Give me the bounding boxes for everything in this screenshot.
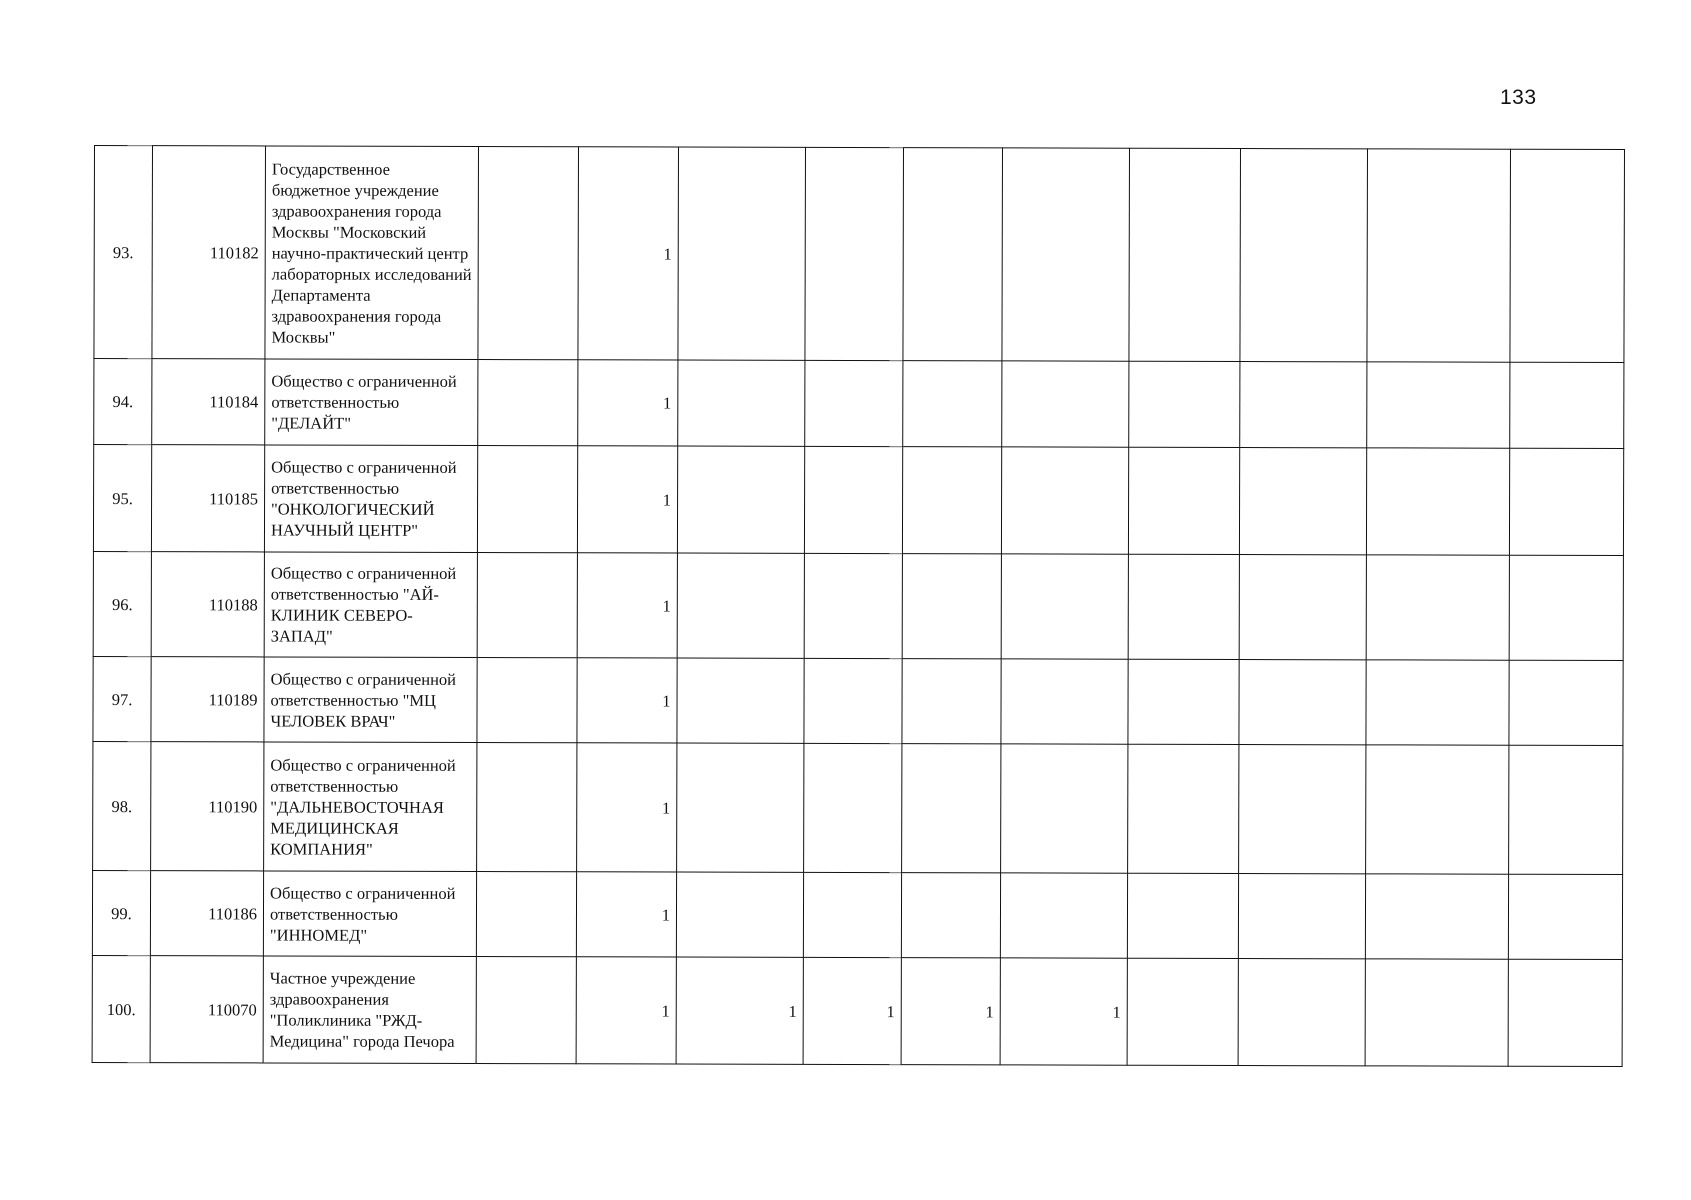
value-cell: 1 [577,553,677,658]
row-number-cell: 98. [93,741,151,870]
value-cell [1001,554,1128,659]
value-cell: 1 [578,147,679,360]
value-cell [1365,874,1508,959]
value-cell: 1 [676,957,803,1064]
organizations-table [92,145,1625,1067]
value-cell: 1 [576,957,676,1064]
value-cell: 1 [577,658,677,743]
value-cell [902,744,1001,873]
value-cell: 1 [1000,958,1127,1065]
value-cell [1366,555,1509,660]
value-cell [1238,958,1365,1065]
organization-name-cell: Общество с ограниченной ответственностью "ДАЛЬНЕВОСТОЧНАЯ МЕДИЦИНСКАЯ КОМПАНИЯ" [264,742,477,872]
value-cell [804,553,902,658]
value-cell [1508,874,1622,959]
value-cell [1239,744,1366,873]
code-cell: 110190 [151,742,264,871]
value-cell [1239,659,1366,744]
table-row [94,359,1624,449]
value-cell [805,360,903,446]
value-cell: 1 [577,446,677,553]
organization-name-cell: Общество с ограниченной ответственностью "ДЕЛАЙТ" [265,359,478,446]
value-cell [901,873,1000,958]
value-cell [1000,873,1127,958]
value-cell [677,658,804,743]
organization-name-cell: Общество с ограниченной ответственностью "АЙ-КЛИНИК СЕВЕРО-ЗАПАД" [264,552,477,658]
value-cell [477,553,577,658]
value-cell [1366,448,1509,555]
organization-name-cell: Общество с ограниченной ответственностью "МЦ ЧЕЛОВЕК ВРАЧ" [264,657,477,743]
value-cell [1509,555,1623,660]
value-cell [1509,448,1623,555]
row-number-cell: 93. [94,146,153,359]
code-cell: 110184 [152,359,265,445]
table-row [93,656,1623,745]
value-cell [1366,745,1509,874]
value-cell [1002,148,1130,361]
value-cell [1509,745,1623,874]
value-cell: 1 [901,958,1000,1065]
value-cell [1129,361,1240,447]
value-cell [902,659,1001,744]
value-cell [1240,362,1367,448]
value-cell [902,447,1001,554]
code-cell: 110185 [151,445,264,552]
value-cell [1365,959,1508,1066]
value-cell [804,743,902,872]
value-cell [903,148,1003,361]
table-row [93,741,1623,874]
value-cell: 1 [577,743,677,872]
value-cell [1367,362,1510,448]
value-cell: 1 [578,360,678,446]
value-cell [1128,744,1239,873]
value-cell [476,872,576,957]
value-cell [1001,447,1128,554]
value-cell: 1 [803,957,901,1064]
table-row [93,445,1623,556]
value-cell [1001,659,1128,744]
value-cell [1127,873,1238,958]
value-cell [1239,555,1366,660]
table-row [93,551,1623,660]
value-cell [902,554,1001,659]
value-cell [477,658,577,743]
value-cell [677,743,804,872]
row-number-cell: 96. [93,551,151,656]
value-cell [478,147,579,360]
value-cell [1128,659,1239,744]
value-cell [1129,148,1241,361]
value-cell [1128,447,1239,554]
value-cell [1128,554,1239,659]
row-number-cell: 97. [93,656,151,741]
value-cell [1509,660,1623,745]
value-cell [1001,744,1128,873]
row-number-cell: 94. [94,359,152,445]
value-cell [1510,362,1624,448]
organization-name-cell: Общество с ограниченной ответственностью "ОНКОЛОГИЧЕСКИЙ НАУЧНЫЙ ЦЕНТР" [264,445,477,553]
value-cell [476,957,576,1064]
value-cell [1238,873,1365,958]
code-cell: 110186 [150,871,263,956]
value-cell [903,361,1002,447]
value-cell [478,360,578,446]
row-number-cell: 95. [93,445,151,552]
value-cell [1240,149,1368,362]
value-cell [1002,361,1129,447]
value-cell [1127,958,1238,1065]
value-cell [1508,959,1622,1066]
value-cell [804,446,902,553]
organization-name-cell: Общество с ограниченной ответственностью "ИННОМЕД" [263,871,476,957]
code-cell: 110188 [151,552,264,657]
value-cell [677,446,804,553]
table-row [92,870,1622,959]
row-number-cell: 99. [92,870,150,955]
table-row [94,146,1625,363]
value-cell [804,658,902,743]
value-cell: 1 [576,872,676,957]
organization-name-cell: Государственное бюджетное учреждение здравоохранения города Москвы "Московский научно-практический центр лабораторных исследований Департамента здравоохранения города Москвы" [265,146,479,360]
value-cell [803,872,901,957]
value-cell [1367,149,1511,362]
value-cell [477,743,577,872]
value-cell [676,872,803,957]
value-cell [678,147,806,360]
organization-name-cell: Частное учреждение здравоохранения "Поликлиника "РЖД-Медицина" города Печора [263,956,476,1064]
page-number: 133 [1500,86,1537,109]
value-cell [1510,149,1625,362]
code-cell: 110070 [150,956,263,1063]
value-cell [477,446,577,553]
table-row [92,955,1622,1066]
code-cell: 110182 [152,146,266,359]
value-cell [805,147,904,360]
value-cell [677,553,804,658]
value-cell [1239,448,1366,555]
value-cell [678,360,805,446]
row-number-cell: 100. [92,955,150,1062]
value-cell [1366,660,1509,745]
table-body [92,146,1624,1067]
code-cell: 110189 [151,657,264,742]
